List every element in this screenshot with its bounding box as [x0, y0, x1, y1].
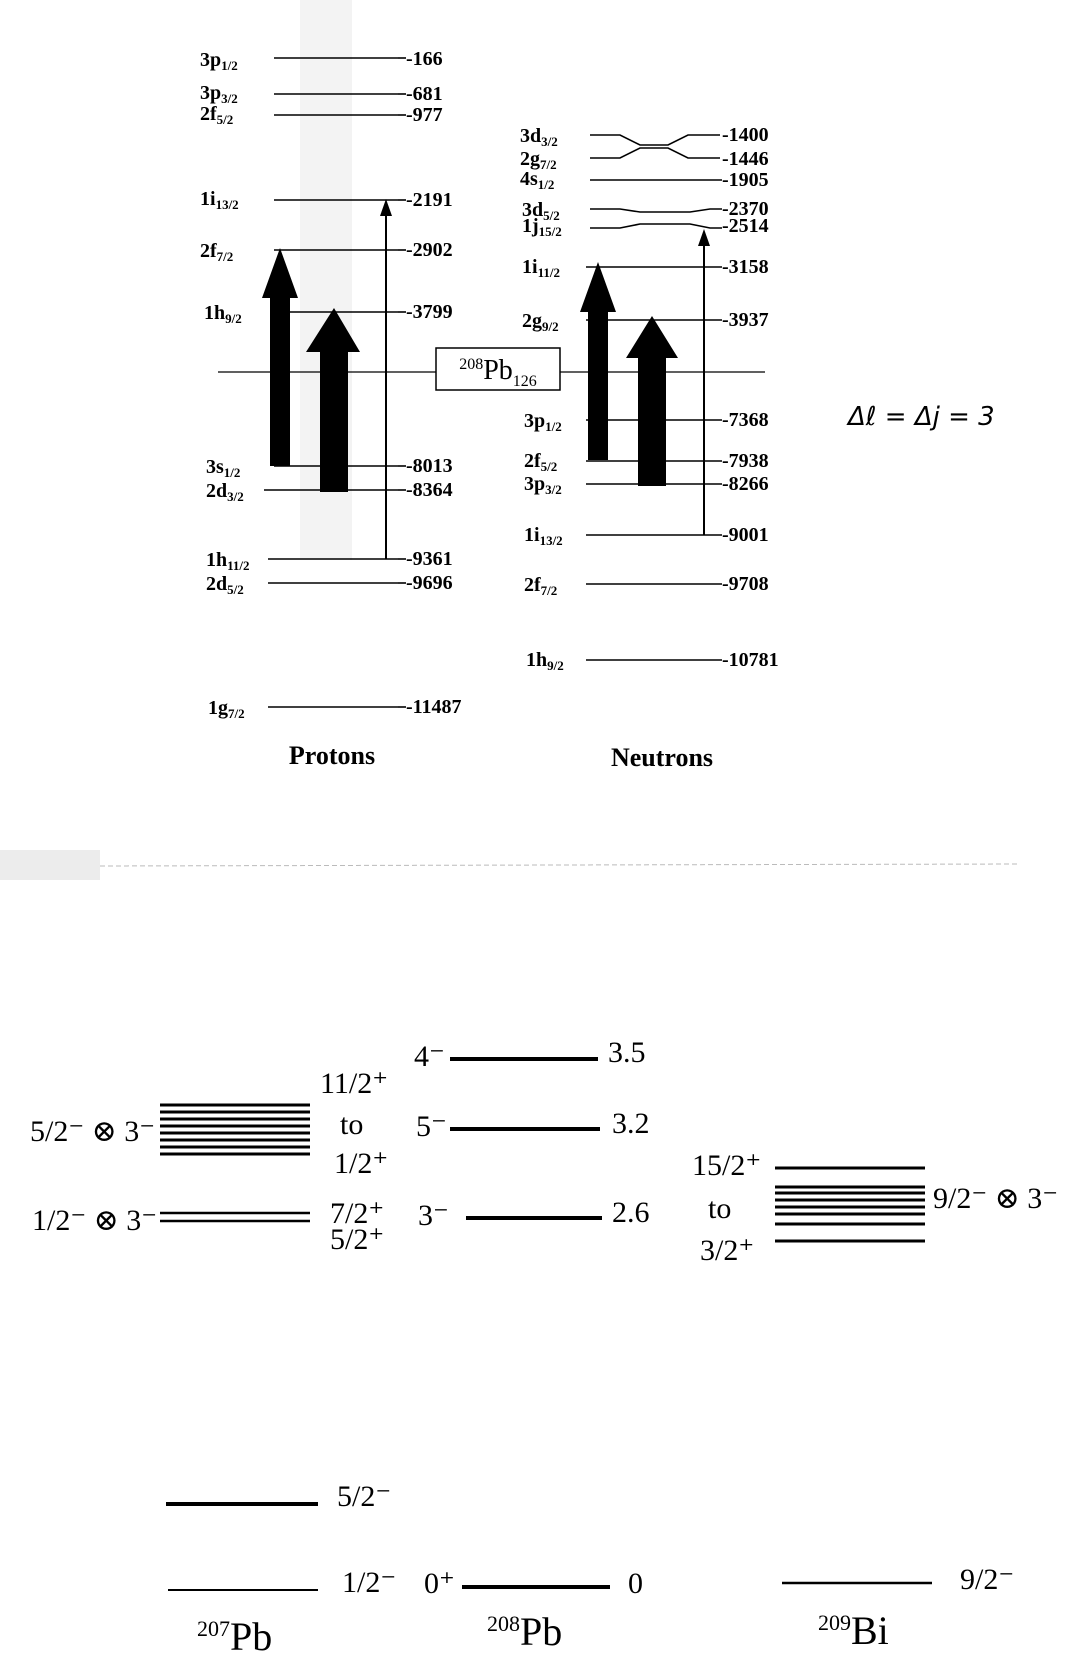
- svg-text:3d5/2: $3d_{5/2}$: [522, 199, 560, 223]
- pb208-spin-0plus: 0⁺: [424, 1567, 455, 1600]
- svg-text:-9001: -9001: [722, 524, 769, 546]
- svg-text:-166: -166: [406, 48, 443, 70]
- svg-text:3s1/2: $3s_{1/2}$: [206, 456, 241, 480]
- svg-text:3p3/2: $3p_{3/2}$: [200, 82, 238, 106]
- svg-text:-7938: -7938: [722, 450, 769, 472]
- svg-text:-7368: -7368: [722, 409, 769, 431]
- handwritten-note: Δℓ = Δj = 3: [848, 402, 995, 432]
- pb208-spin-3minus: 3⁻: [418, 1199, 449, 1232]
- bi209-name: $^{209}$Bi: [818, 1608, 889, 1653]
- svg-text:2f5/2: $2f_{5/2}$: [524, 450, 558, 474]
- pb207-range-top: 11/2⁺: [320, 1067, 389, 1100]
- svg-text:3p1/2: $3p_{1/2}$: [524, 410, 562, 434]
- svg-text:2f7/2: $2f_{7/2}$: [200, 240, 234, 264]
- neutron-thick-arrow-1: [580, 262, 616, 460]
- pb207-multiplet-high: [160, 1105, 310, 1154]
- svg-text:-9708: -9708: [722, 573, 769, 595]
- bi209-multiplet: [775, 1168, 925, 1241]
- svg-text:2d5/2: $2d_{5/2}$: [206, 573, 244, 597]
- bi209-multiplet-label: 9/2⁻ ⊗ 3⁻: [933, 1182, 1059, 1215]
- svg-text:-3158: -3158: [722, 256, 769, 278]
- svg-text:3p1/2: $3p_{1/2}$: [200, 49, 238, 73]
- neutron-level-crossing-3: [590, 209, 722, 212]
- pb207-ground-label: 1/2⁻: [342, 1566, 397, 1599]
- svg-text:2g9/2: $2g_{9/2}$: [522, 310, 559, 334]
- pb207-range-to: to: [340, 1108, 364, 1141]
- bi209-range-bottom: 3/2⁺: [700, 1234, 755, 1267]
- pb208-energy-3.5: 3.5: [608, 1036, 646, 1069]
- svg-text:-11487: -11487: [406, 696, 462, 718]
- proton-thick-arrow-1: [262, 248, 298, 466]
- pb208-energy-0: 0: [628, 1567, 643, 1600]
- svg-text:-3799: -3799: [406, 301, 453, 323]
- pb207-doublet-top: 7/2⁺: [330, 1197, 385, 1230]
- neutron-level: [526, 649, 779, 673]
- svg-text:2f7/2: $2f_{7/2}$: [524, 574, 558, 598]
- svg-text:1g7/2: $1g_{7/2}$: [208, 697, 245, 721]
- pb207-excited-label: 5/2⁻: [337, 1480, 392, 1513]
- svg-text:1i13/2: $1i_{13/2}$: [200, 188, 239, 212]
- proton-thin-arrow-head: [380, 199, 392, 216]
- bi209-range-top: 15/2⁺: [692, 1149, 762, 1182]
- neutron-level-crossing-2: [590, 148, 720, 158]
- svg-text:-8013: -8013: [406, 455, 453, 477]
- pb207-multiplet-low-label: 1/2⁻ ⊗ 3⁻: [32, 1204, 158, 1237]
- pb207-multiplet-low: [160, 1213, 310, 1221]
- pb207-name: $^{207}$Pb: [197, 1614, 273, 1659]
- svg-text:1j15/2: $1j_{15/2}$: [522, 215, 562, 239]
- nucleus-box-label: $^{208}Pb_{126}$: [459, 355, 537, 390]
- svg-text:-681: -681: [406, 83, 443, 105]
- svg-text:-3937: -3937: [722, 309, 769, 331]
- svg-text:-2902: -2902: [406, 239, 453, 261]
- svg-text:-1905: -1905: [722, 169, 769, 191]
- bottom-diagram: [30, 1036, 1058, 1659]
- neutron-level: [520, 168, 769, 192]
- svg-text:1h9/2: $1h_{9/2}$: [204, 302, 242, 326]
- svg-text:-2191: -2191: [406, 189, 453, 211]
- proton-level: [208, 696, 462, 721]
- svg-text:-10781: -10781: [722, 649, 779, 671]
- svg-text:-977: -977: [406, 104, 443, 126]
- svg-text:1h9/2: $1h_{9/2}$: [526, 649, 564, 673]
- svg-text:-2514: -2514: [722, 215, 769, 237]
- pb208-spin-4minus: 4⁻: [414, 1040, 445, 1073]
- svg-text:2f5/2: $2f_{5/2}$: [200, 103, 234, 127]
- pb208-spin-5minus: 5⁻: [416, 1110, 447, 1143]
- neutron-level-crossing: [590, 135, 720, 145]
- protons-title: Protons: [288, 741, 376, 770]
- svg-text:-1400: -1400: [722, 124, 769, 146]
- bi209-ground-label: 9/2⁻: [960, 1563, 1015, 1596]
- neutron-level: [524, 524, 769, 548]
- pb207-multiplet-high-label: 5/2⁻ ⊗ 3⁻: [30, 1115, 156, 1148]
- svg-text:3p3/2: $3p_{3/2}$: [524, 473, 562, 497]
- svg-text:-8266: -8266: [722, 473, 769, 495]
- svg-text:1i13/2: $1i_{13/2}$: [524, 524, 563, 548]
- pb207-range-bottom: 1/2⁺: [334, 1147, 389, 1180]
- pb208-energy-2.6: 2.6: [612, 1196, 650, 1229]
- neutron-level: [522, 256, 769, 280]
- bi209-range-to: to: [708, 1192, 732, 1225]
- neutron-level: [524, 573, 769, 598]
- svg-text:2g7/2: $2g_{7/2}$: [520, 148, 557, 172]
- neutrons-title: Neutrons: [610, 743, 714, 772]
- svg-text:-9696: -9696: [406, 572, 453, 594]
- neutron-transitions: [580, 229, 710, 535]
- svg-text:-2370: -2370: [722, 198, 769, 220]
- neutron-thin-arrow-head: [698, 229, 710, 246]
- svg-text:1i11/2: $1i_{11/2}$: [522, 256, 560, 280]
- pb208-energy-3.2: 3.2: [612, 1107, 650, 1140]
- svg-text:-8364: -8364: [406, 479, 453, 501]
- bi209-column: [692, 1149, 1058, 1653]
- svg-text:1h11/2: $1h_{11/2}$: [206, 549, 250, 573]
- neutron-level-crossing-4: [590, 224, 722, 228]
- svg-text:3d3/2: $3d_{3/2}$: [520, 125, 558, 149]
- pb208-column: [414, 1036, 650, 1654]
- svg-text:-1446: -1446: [722, 148, 769, 170]
- svg-text:2d3/2: $2d_{3/2}$: [206, 480, 244, 504]
- pb208-name: $^{208}$Pb: [487, 1609, 563, 1654]
- pb207-doublet-bottom: 5/2⁺: [330, 1223, 385, 1256]
- pb207-column: [30, 1067, 396, 1659]
- svg-text:-9361: -9361: [406, 548, 453, 570]
- svg-text:4s1/2: $4s_{1/2}$: [520, 168, 555, 192]
- proton-level: [206, 572, 453, 597]
